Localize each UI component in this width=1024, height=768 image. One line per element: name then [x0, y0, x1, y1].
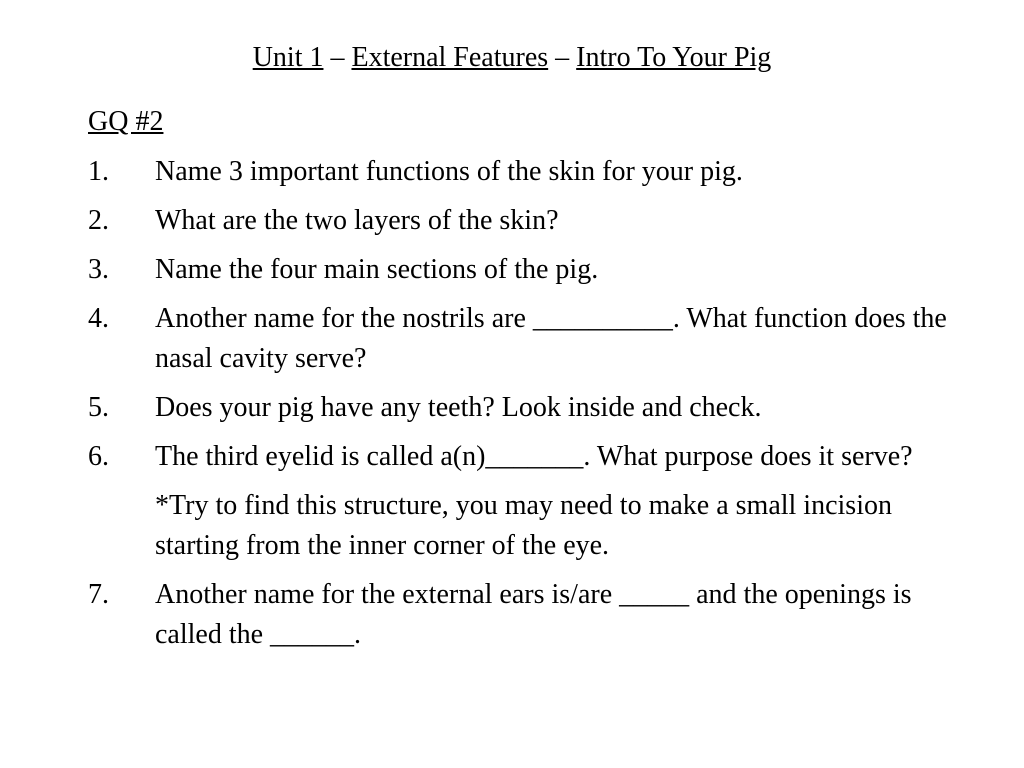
question-item	[88, 299, 968, 379]
question-number: 7.	[88, 579, 109, 610]
question-text: Name 3 important functions of the skin for your pig.	[155, 156, 743, 187]
question-item	[88, 152, 968, 192]
question-number: 4.	[88, 303, 109, 334]
question-number: 2.	[88, 205, 109, 236]
question-text: What are the two layers of the skin?	[155, 205, 559, 236]
title-subtopic: Intro To Your Pig	[576, 42, 772, 73]
question-text: Name the four main sections of the pig.	[155, 254, 599, 285]
title-topic: External Features	[351, 42, 549, 73]
question-list	[88, 152, 968, 664]
page-title	[0, 38, 1024, 78]
question-text: Another name for the nostrils are __________. What function does the nasal cavity serve?	[155, 303, 947, 374]
title-separator: –	[548, 42, 577, 73]
question-item	[88, 388, 968, 428]
question-item	[88, 437, 968, 477]
guiding-question-heading: GQ #2	[88, 106, 164, 137]
question-number: 5.	[88, 392, 109, 423]
title-separator: –	[323, 42, 352, 73]
title-unit: Unit 1	[252, 42, 324, 73]
question-item	[88, 250, 968, 290]
question-note: *Try to find this structure, you may need to make a small incision starting from the inner corner of the eye.	[155, 490, 892, 561]
question-item	[88, 201, 968, 241]
question-text: Does your pig have any teeth? Look inside and check.	[155, 392, 762, 423]
question-item	[88, 575, 968, 655]
question-number: 6.	[88, 441, 109, 472]
question-text: The third eyelid is called a(n)_______. What purpose does it serve?	[155, 441, 913, 472]
question-text: Another name for the external ears is/are _____ and the openings is called the ______.	[155, 579, 912, 650]
question-number: 1.	[88, 156, 109, 187]
question-number: 3.	[88, 254, 109, 285]
